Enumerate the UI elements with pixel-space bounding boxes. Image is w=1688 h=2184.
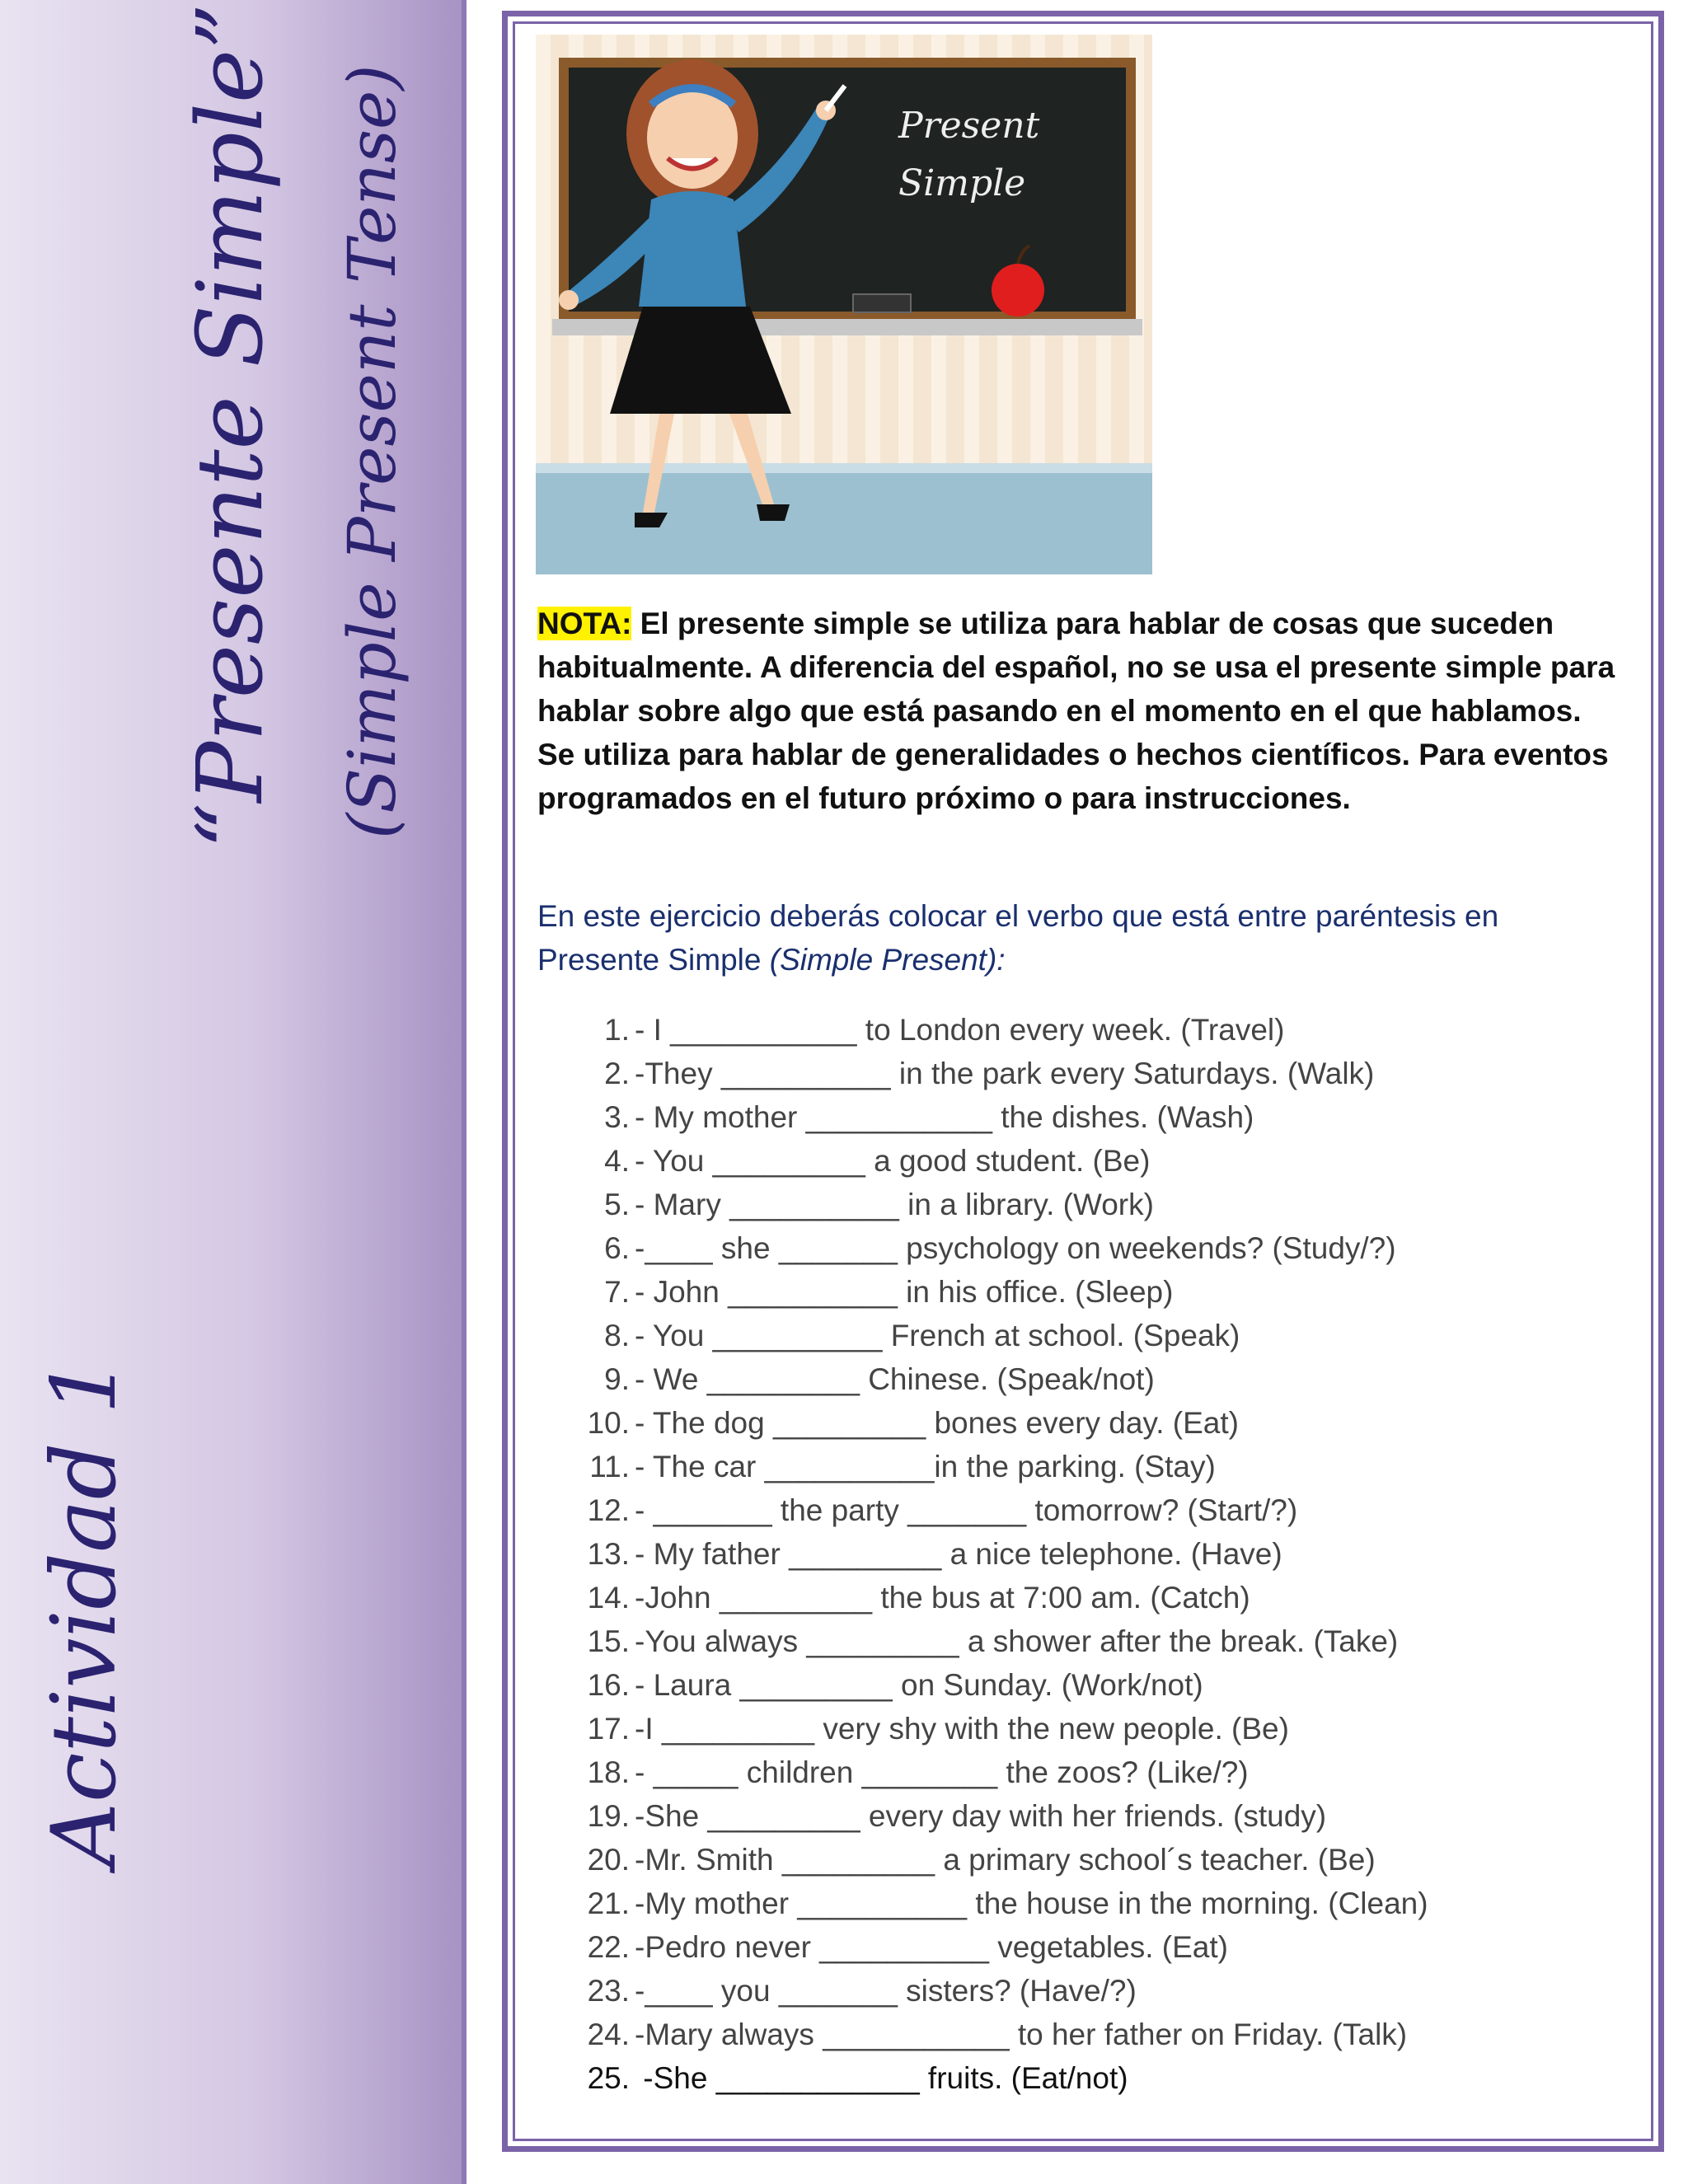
exercise-item [577, 1838, 1428, 1882]
exercise-number: 5. [604, 1188, 630, 1221]
exercise-text: -Mr. Smith _________ a primary school´s teacher. (Be) [635, 1843, 1376, 1877]
exercise-item [577, 1707, 1428, 1750]
exercise-item [577, 1488, 1428, 1532]
apple-icon [992, 264, 1044, 316]
exercise-text: -I _________ very shy with the new people. (Be) [635, 1712, 1289, 1746]
exercise-item [577, 1314, 1428, 1357]
exercise-item [577, 1270, 1428, 1314]
exercise-number: 24. [587, 2018, 630, 2051]
exercise-item [577, 1969, 1428, 2013]
instructions-emphasis: (Simple Present): [769, 943, 1006, 977]
teacher-illustration [536, 35, 1152, 574]
exercise-number: 14. [587, 1581, 630, 1615]
exercise-item [577, 2056, 1428, 2100]
exercise-number: 1. [604, 1013, 630, 1047]
exercise-item [577, 1095, 1428, 1139]
exercise-number: 12. [587, 1493, 630, 1527]
exercise-text: - My father _________ a nice telephone. (Have) [635, 1537, 1282, 1571]
exercise-number: 22. [587, 1930, 630, 1964]
exercise-number: 6. [604, 1231, 630, 1265]
exercise-item [577, 2013, 1428, 2056]
exercise-item [577, 1357, 1428, 1401]
sidebar-activity-label: Actividad 1 [33, 1357, 136, 1867]
exercise-number: 18. [587, 1755, 630, 1789]
exercise-item [577, 1183, 1428, 1226]
exercise-item [577, 1882, 1428, 1925]
exercise-text: -She ____________ fruits. (Eat/not) [635, 2061, 1128, 2095]
exercise-item [577, 1139, 1428, 1183]
exercise-text: - You __________ French at school. (Speak) [635, 1319, 1240, 1352]
exercise-item [577, 1619, 1428, 1663]
exercise-number: 20. [587, 1843, 630, 1877]
exercise-item [577, 1052, 1428, 1095]
note-text: El presente simple se utiliza para hablar de cosas que suceden habitualmente. A diferencia del español, no se usa el presente simple para hablar sobre algo que está pasando en el momento en el que hablamos. Se utiliza para hablar de generalidades o hechos científicos. Para eventos programados en el futuro próximo o para instrucciones. [537, 607, 1615, 815]
exercise-text: -John _________ the bus at 7:00 am. (Catch) [635, 1581, 1250, 1615]
exercise-text: -My mother __________ the house in the morning. (Clean) [635, 1886, 1428, 1920]
exercise-text: -____ she _______ psychology on weekends? (Study/?) [635, 1231, 1396, 1265]
exercise-item [577, 1445, 1428, 1488]
exercise-text: - John __________ in his office. (Sleep) [635, 1275, 1174, 1309]
exercise-list [577, 1008, 1428, 2100]
exercise-text: - _____ children ________ the zoos? (Like/?) [635, 1755, 1249, 1789]
exercise-number: 7. [604, 1275, 630, 1309]
exercise-item [577, 1663, 1428, 1707]
exercise-text: - You _________ a good student. (Be) [635, 1144, 1151, 1178]
exercise-text: - Laura _________ on Sunday. (Work/not) [635, 1668, 1203, 1702]
exercise-number: 19. [587, 1799, 630, 1833]
exercise-number: 3. [604, 1100, 630, 1134]
exercise-number: 11. [589, 1450, 630, 1483]
exercise-text: -Mary always ___________ to her father on Friday. (Talk) [635, 2018, 1408, 2051]
exercise-number: 10. [587, 1406, 630, 1440]
exercise-number: 15. [587, 1624, 630, 1658]
note-paragraph [537, 602, 1625, 820]
note-tag: NOTA: [537, 607, 632, 640]
exercise-number: 2. [604, 1057, 630, 1090]
exercise-number: 13. [587, 1537, 630, 1571]
instructions-paragraph [537, 894, 1625, 982]
exercise-number: 8. [604, 1319, 630, 1352]
exercise-text: - _______ the party _______ tomorrow? (Start/?) [635, 1493, 1298, 1527]
exercise-text: - My mother ___________ the dishes. (Wash) [635, 1100, 1254, 1134]
exercise-number: 25. [587, 2061, 630, 2095]
instructions-text: En este ejercicio deberás colocar el verbo que está entre paréntesis en Presente Simple [537, 899, 1499, 977]
exercise-item [577, 1401, 1428, 1445]
exercise-item [577, 1008, 1428, 1052]
exercise-text: - The dog _________ bones every day. (Eat) [635, 1406, 1239, 1440]
exercise-number: 9. [604, 1362, 630, 1396]
board-text-simple: Simple [898, 162, 1026, 204]
sidebar-subtitle: (Simple Present Tense) [334, 64, 410, 839]
exercise-text: -Pedro never __________ vegetables. (Eat) [635, 1930, 1228, 1964]
exercise-text: - The car __________in the parking. (Stay) [635, 1450, 1216, 1483]
exercise-text: -She _________ every day with her friends. (study) [635, 1799, 1327, 1833]
sidebar-title: “Presente Simple” [177, 2, 283, 849]
exercise-number: 17. [587, 1712, 630, 1746]
exercise-item [577, 1750, 1428, 1794]
exercise-text: -They __________ in the park every Saturdays. (Walk) [635, 1057, 1375, 1090]
exercise-number: 21. [587, 1886, 630, 1920]
exercise-item [577, 1576, 1428, 1619]
exercise-text: - Mary __________ in a library. (Work) [635, 1188, 1154, 1221]
exercise-item [577, 1925, 1428, 1969]
exercise-text: - I ___________ to London every week. (Travel) [635, 1013, 1285, 1047]
exercise-number: 16. [587, 1668, 630, 1702]
exercise-number: 4. [604, 1144, 630, 1178]
exercise-number: 23. [587, 1974, 630, 2008]
sidebar-edge [462, 0, 467, 2184]
exercise-item [577, 1532, 1428, 1576]
board-text-present: Present [898, 105, 1040, 147]
exercise-item [577, 1794, 1428, 1838]
exercise-item [577, 1226, 1428, 1270]
exercise-text: -____ you _______ sisters? (Have/?) [635, 1974, 1137, 2008]
exercise-text: - We _________ Chinese. (Speak/not) [635, 1362, 1155, 1396]
exercise-text: -You always _________ a shower after the break. (Take) [635, 1624, 1399, 1658]
